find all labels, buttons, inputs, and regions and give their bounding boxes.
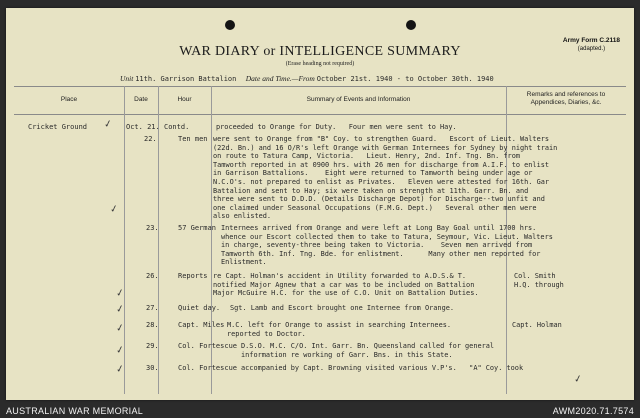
entry-date: 28. (146, 321, 159, 329)
entry-remark: Col. Smith H.Q. through (514, 272, 564, 289)
date-label: Date and Time.—From (245, 74, 315, 83)
entry-date: 30. (146, 364, 159, 372)
archive-credit: AUSTRALIAN WAR MEMORIAL (6, 406, 144, 416)
handwritten-tick-mark: ✓ (572, 373, 584, 386)
entry-date: 26. (146, 272, 159, 280)
handwritten-tick-mark: ✓ (114, 344, 126, 357)
form-number-text: Army Form C.2118 (562, 37, 620, 44)
column-divider (124, 86, 125, 394)
entry-summary: Internees arrived from Orange and were left at Long Bay Goal until 1700 hrs. whence our Escort collected them to take to Tatura, Seymour, Vic. Lieut. Walters in charge, seventy-three being taken to Victoria. Seven men arrived from Tamworth 6th. Inf. Tng. Bde. for enlistment. Many other men reported for Enlistment. (221, 224, 553, 267)
unit-value: 11th. Garrison Battalion (135, 75, 237, 83)
column-header-place: Place (60, 96, 78, 103)
handwritten-tick-mark: ✓ (108, 203, 120, 216)
entry-hour: Capt. Miles (178, 321, 225, 329)
entry-date: 23. (146, 224, 159, 232)
entry-summary: re Capt. Holman's accident in Utility forwarded to A.D.S.& T. notified Major Agnew that a car was to be included on Battalion Major McGuire H.C. for the use of C.O. Unit on Battalion Duties. (213, 272, 479, 298)
handwritten-tick-mark: ✓ (114, 322, 126, 335)
punch-hole-left (225, 20, 235, 30)
diary-sheet (6, 8, 634, 400)
entry-date: 22. (144, 135, 157, 143)
entry-summary: accompanied by Capt. Browning visited various V.P's. "A" Coy. took (241, 364, 524, 372)
entry-hour: Quiet day. (178, 304, 221, 312)
entry-hour: Contd. (164, 123, 190, 131)
archive-reference: AWM2020.71.7574 (552, 406, 634, 416)
unit-label: Unit (120, 74, 134, 83)
entry-hour: Ten men (178, 135, 208, 143)
entry-summary: M.C. left for Orange to assist in searching Internees. reported to Doctor. (227, 321, 452, 338)
document-subtitle: (Erase heading not required) (285, 61, 355, 67)
unit-date-line (120, 74, 494, 83)
entry-remark: Capt. Holman (512, 321, 562, 329)
handwritten-tick-mark: ✓ (114, 287, 126, 300)
column-header-hour: Hour (177, 96, 192, 103)
entry-hour: Col. Fortescue (178, 364, 238, 372)
header-rule-top (14, 86, 626, 87)
entry-hour: Reports (178, 272, 208, 280)
column-header-summary: Summary of Events and Information (306, 96, 411, 103)
entry-date: 29. (146, 342, 159, 350)
entry-summary: Sgt. Lamb and Escort brought one Internee from Orange. (230, 304, 455, 312)
form-adapted-text: (adapted.) (577, 46, 606, 52)
entry-place: Cricket Ground (28, 123, 88, 131)
entry-summary: D.S.O. M.C. C/O. Int. Garr. Bn. Queensland called for general information re working of Garr. Bns. in this State. (241, 342, 495, 359)
entry-date: 27. (146, 304, 159, 312)
entry-summary: were sent to Orange from "B" Coy. to strengthen Guard. Escort of Lieut. Walters (22d. Bn.) and 16 O/R's left Orange with German Internees for Sydney by night train on route to Tatura Camp, Victoria. Lieut. Henry, 2nd. Inf. Tng. Bn. from Tamworth reported in at 0900 hrs. with 26 men for discharge from A.I.F. to enlist in Garrison Battalions. Eight were returned to Tamworth being under age or N.C.O's. not prepared to enlist as Privates. Eleven were attested for 16th. Gar Battalion and sent to Hay; six were taken on strength at 11th. Garr. Bn. and three were sent to D.D.D. (Details Discharge Depot) for Discharge--two unfit and one claimed under Seasonal Occupations (F.M.G. Dept.) Several other men were also enlisted. (213, 135, 558, 221)
entry-date: Oct. 21. (126, 123, 160, 131)
entry-hour: 57 German (178, 224, 216, 232)
column-header-remarks: Remarks and references to Appendices, Diaries, &c. (526, 91, 606, 106)
handwritten-tick-mark: ✓ (114, 303, 126, 316)
document-title: WAR DIARY or INTELLIGENCE SUMMARY (179, 44, 461, 59)
date-value: October 21st. 1940 - to October 30th. 1940 (316, 75, 494, 83)
entry-summary: proceeded to Orange for Duty. Four men were sent to Hay. (216, 123, 457, 131)
handwritten-tick-mark: ✓ (102, 118, 114, 131)
column-header-date: Date (134, 96, 148, 103)
entry-hour: Col. Fortescue (178, 342, 238, 350)
header-rule-bottom (14, 114, 626, 115)
punch-hole-right (406, 20, 416, 30)
handwritten-tick-mark: ✓ (114, 363, 126, 376)
